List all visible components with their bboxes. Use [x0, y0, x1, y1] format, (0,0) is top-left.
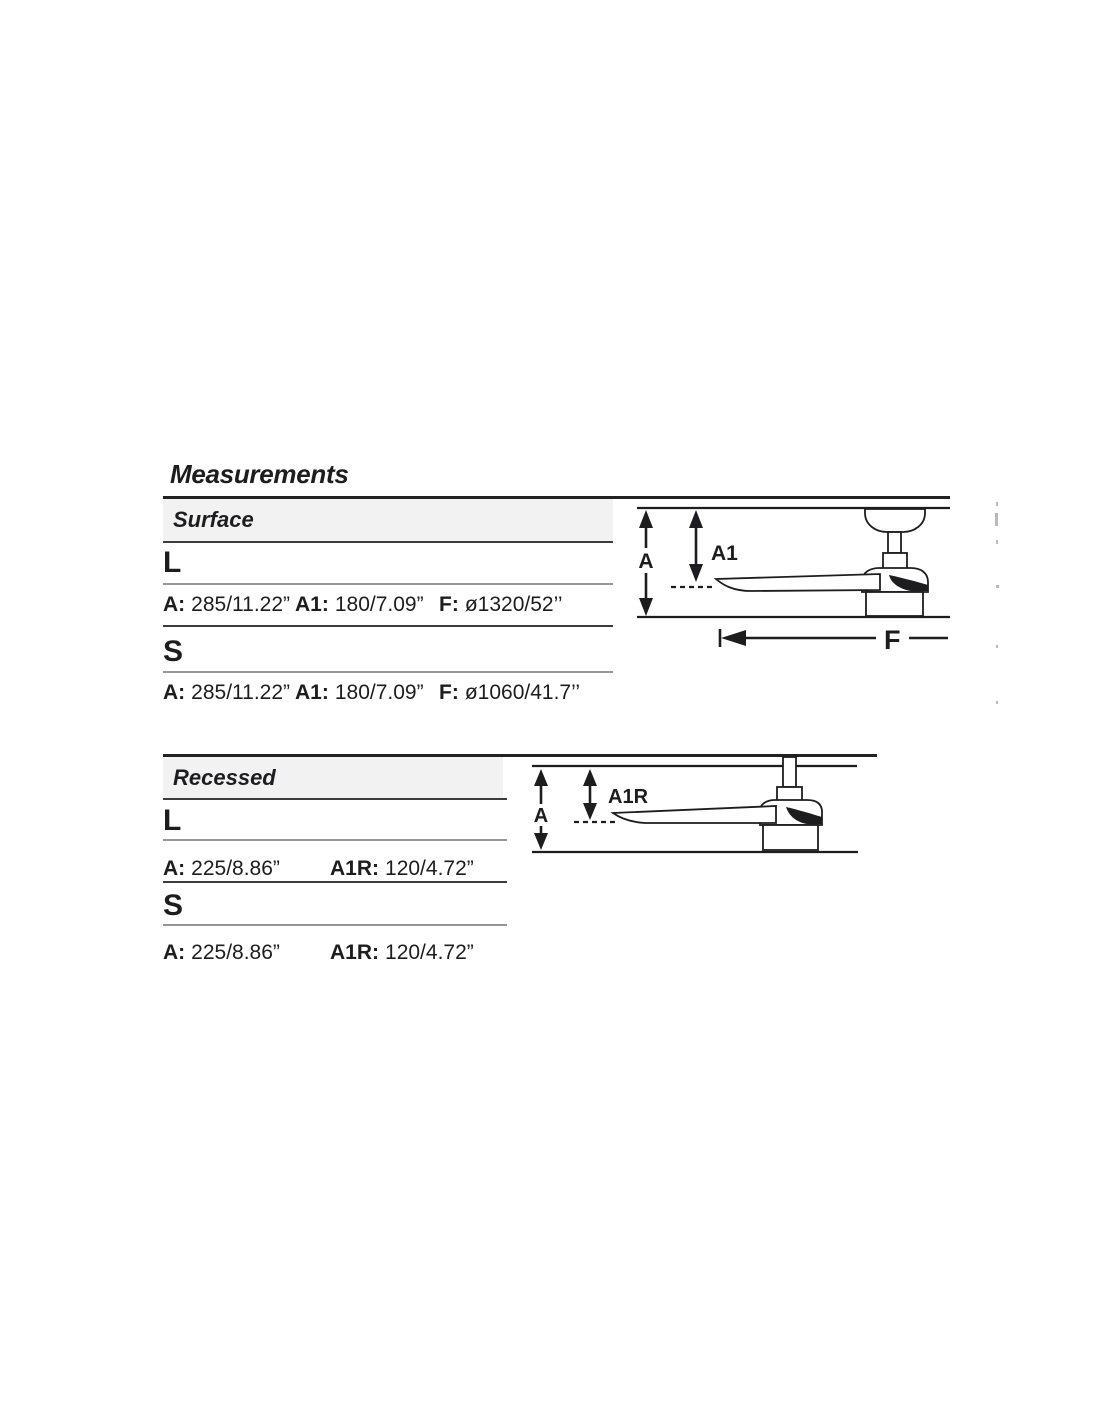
- surface-section-title: Surface: [173, 507, 254, 532]
- measurement-a1r: A1R: 120/4.72”: [330, 857, 474, 880]
- arrowhead-left-icon: [721, 630, 746, 646]
- measurement-a: A: 285/11.22”: [163, 593, 291, 616]
- rule: [163, 839, 507, 841]
- dimension-arrow-a1: [689, 510, 738, 582]
- rule: [163, 671, 613, 673]
- recessed-section-header-bar: [163, 757, 503, 798]
- dimension-arrow-a: [534, 769, 548, 850]
- surface-l-measurements-row: [163, 592, 613, 618]
- surface-section-header-bar: [163, 499, 613, 541]
- rule: [163, 541, 613, 543]
- dimension-label-a: A: [638, 550, 654, 573]
- downrod: [783, 757, 796, 787]
- recessed-l-measurements-row: [163, 856, 507, 882]
- dimension-label-a1r: A1R: [608, 786, 649, 808]
- measurement-a1: A1: 180/7.09”: [295, 681, 424, 704]
- rule: [163, 625, 613, 627]
- measurement-f: F: ø1060/41.7’’: [439, 681, 581, 704]
- rod-coupler: [883, 553, 907, 569]
- surface-s-measurements-row: [163, 680, 613, 706]
- arrowhead-down-icon: [534, 833, 548, 850]
- page-title: Measurements: [170, 459, 349, 489]
- measurement-a: A: 225/8.86”: [163, 941, 280, 964]
- rule: [163, 881, 507, 883]
- recessed-section-title: Recessed: [173, 764, 276, 790]
- rule: [163, 924, 507, 926]
- canopy: [865, 509, 925, 532]
- measurement-a: A: 285/11.22”: [163, 681, 291, 704]
- measurement-a1: A1: 180/7.09”: [295, 593, 424, 616]
- dimension-label-a1: A1: [711, 542, 738, 565]
- surface-variant-s: S: [163, 635, 184, 668]
- dimension-label-a: A: [533, 805, 549, 827]
- lower-body-box: [763, 825, 818, 850]
- rule: [163, 583, 613, 585]
- arrowhead-down-icon: [639, 598, 653, 616]
- fan-blade: [716, 574, 880, 591]
- recessed-variant-l: L: [163, 804, 182, 837]
- dimension-arrow-f: [720, 625, 948, 655]
- surface-mounting-diagram: [600, 488, 1020, 680]
- fan-blade: [613, 806, 776, 823]
- recessed-variant-s: S: [163, 889, 184, 922]
- measurement-f: F: ø1320/52’’: [439, 593, 563, 616]
- measurement-a: A: 225/8.86”: [163, 857, 280, 880]
- lower-body-box: [866, 592, 923, 616]
- ceiling-fan-drawing: [716, 509, 928, 616]
- arrowhead-down-icon: [689, 564, 703, 582]
- measurement-a1r: A1R: 120/4.72”: [330, 941, 474, 964]
- dimension-label-f: F: [884, 625, 901, 655]
- arrowhead-down-icon: [583, 803, 597, 820]
- rule: [163, 798, 507, 800]
- rod-coupler: [777, 787, 802, 801]
- downrod: [888, 532, 901, 553]
- recessed-s-measurements-row: [163, 940, 507, 966]
- dimension-arrow-a: [638, 510, 653, 616]
- surface-variant-l: L: [163, 546, 182, 579]
- recessed-mounting-diagram: [490, 738, 910, 882]
